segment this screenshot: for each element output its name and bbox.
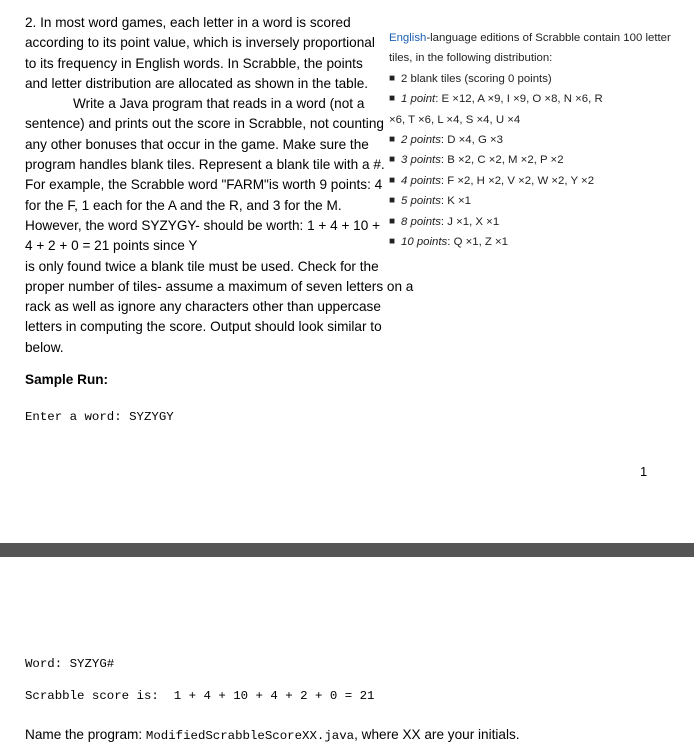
bullet-icon: ■ xyxy=(389,134,396,146)
sample-word-line: Word: SYZYG# xyxy=(25,657,115,671)
distribution-value: : F ×2, H ×2, V ×2, W ×2, Y ×2 xyxy=(440,174,595,187)
distribution-label: 8 points xyxy=(401,215,441,228)
distribution-item xyxy=(389,69,689,89)
distribution-item xyxy=(389,232,689,252)
sample-prompt-line: Enter a word: SYZYGY xyxy=(25,410,174,424)
distribution-label: 3 points xyxy=(401,154,441,167)
program-name-prefix: Name the program: xyxy=(25,727,146,742)
program-name-instruction xyxy=(25,727,520,743)
page-number: 1 xyxy=(640,464,648,479)
problem-statement xyxy=(25,13,414,358)
distribution-list xyxy=(389,69,689,253)
distribution-label: 4 points xyxy=(401,174,441,187)
distribution-value: : Q ×1, Z ×1 xyxy=(447,236,509,249)
distribution-label: 1 point xyxy=(401,93,436,106)
bullet-icon: ■ xyxy=(389,72,396,84)
distribution-label: 10 points xyxy=(401,236,448,249)
scrabble-distribution-box xyxy=(389,28,689,252)
bullet-icon: ■ xyxy=(389,215,396,227)
sample-run-heading: Sample Run: xyxy=(25,372,109,387)
distribution-item xyxy=(389,212,689,232)
page-2 xyxy=(0,557,694,751)
bullet-icon: ■ xyxy=(389,195,396,207)
distribution-item xyxy=(389,171,689,191)
bullet-icon: ■ xyxy=(389,93,396,105)
distribution-item xyxy=(389,89,689,109)
english-link[interactable]: English xyxy=(389,32,427,44)
distribution-intro xyxy=(389,28,689,69)
distribution-value: ×6, T ×6, L ×4, S ×4, U ×4 xyxy=(389,113,521,126)
program-filename: ModifiedScrabbleScoreXX.java xyxy=(145,729,355,743)
bullet-icon: ■ xyxy=(389,174,396,186)
distribution-value: 2 blank tiles (scoring 0 points) xyxy=(401,72,552,85)
distribution-item xyxy=(389,150,689,170)
distribution-value: : K ×1 xyxy=(440,195,471,208)
distribution-label: 5 points xyxy=(401,195,441,208)
bullet-icon: ■ xyxy=(389,236,396,248)
sample-score-line: Scrabble score is: 1 + 4 + 10 + 4 + 2 + 0 = 21 xyxy=(25,689,375,703)
distribution-intro-text: -language editions of Scrabble contain 100 letter tiles, in the following distribution: xyxy=(389,32,671,65)
distribution-value: : B ×2, C ×2, M ×2, P ×2 xyxy=(440,154,564,167)
program-name-suffix: , where XX are your initials. xyxy=(354,727,520,742)
problem-body: Write a Java program that reads in a word (not a sentence) and prints out the score in Scrabble, not counting any other bonuses that occur in the game. Make sure the program handles blank tiles. Represent a blank tile with a #. For example, the Scrabble word "FARM"is worth 9 points: 4 for the F, 1 each for the A and the R, and 3 for the M. However, the word SYZYGY- should be worth: 1 + 4 + 10 + 4 + 2 + 0 = 21 points since Y xyxy=(25,96,385,254)
distribution-item-continued xyxy=(389,110,689,130)
page-divider xyxy=(0,543,694,557)
distribution-label: 2 points xyxy=(401,134,441,147)
problem-body-continued: is only found twice a blank tile must be used. Check for the proper number of tiles- assume a maximum of seven letters on a rack as well as ignore any characters other than uppercase letters in computing the score. Output should look similar to below. xyxy=(25,258,414,355)
distribution-item xyxy=(389,130,689,150)
problem-intro: 2. In most word games, each letter in a word is scored according to its point value, which is inversely proportional to its frequency in English words. In Scrabble, the points and letter distribution are allocated as shown in the table. xyxy=(25,15,375,91)
bullet-icon: ■ xyxy=(389,154,396,166)
distribution-value: : J ×1, X ×1 xyxy=(440,215,500,228)
distribution-item xyxy=(389,191,689,211)
distribution-value: : D ×4, G ×3 xyxy=(440,134,503,147)
distribution-value: : E ×12, A ×9, I ×9, O ×8, N ×6, R xyxy=(435,93,603,106)
